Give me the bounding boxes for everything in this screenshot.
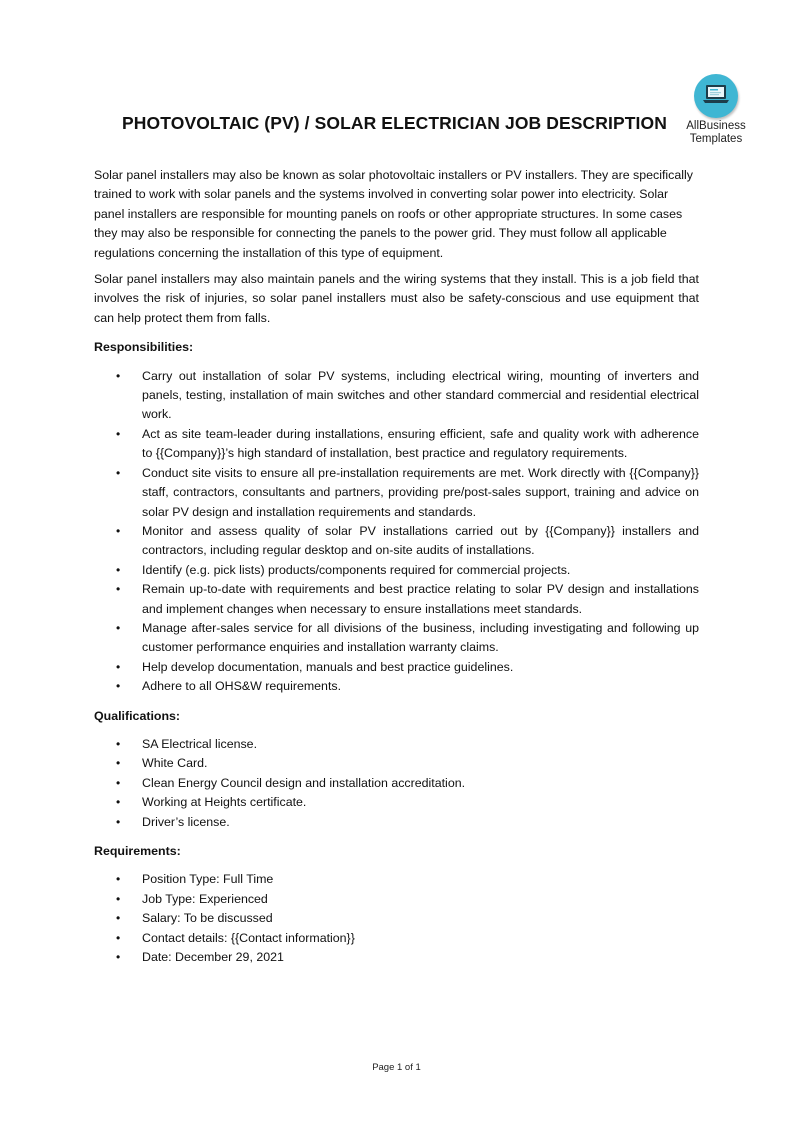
list-item-text: Driver’s license. xyxy=(142,814,230,829)
list-item xyxy=(94,813,699,832)
bullet-icon: • xyxy=(116,368,121,383)
list-item-text: Help develop documentation, manuals and best practice guidelines. xyxy=(142,659,514,674)
list-item xyxy=(94,677,699,696)
intro-paragraph-1: Solar panel installers may also be known as solar photovoltaic installers or PV installers. They are specifically trained to work with solar panels and the systems involved in converting solar power into electricity. Solar panel installers are responsible for mounting panels on roofs or other appropriate structures. In some cases they may also be responsible for connecting the panels to the power grid. They must follow all applicable regulations concerning the installation of this type of equipment. xyxy=(94,168,693,260)
requirements-heading: Requirements: xyxy=(94,844,181,858)
bullet-icon: • xyxy=(116,620,121,635)
bullet-icon: • xyxy=(116,562,121,577)
requirements-list xyxy=(94,870,699,967)
document-title-text: PHOTOVOLTAIC (PV) / SOLAR ELECTRICIAN JOB DESCRIPTION xyxy=(122,113,667,133)
list-item xyxy=(94,929,699,948)
bullet-icon: • xyxy=(116,891,121,906)
bullet-icon: • xyxy=(116,679,121,694)
bullet-icon: • xyxy=(116,756,121,771)
list-item xyxy=(94,658,699,677)
list-item-text: Working at Heights certificate. xyxy=(142,795,307,810)
bullet-icon: • xyxy=(116,465,121,480)
list-item-text: SA Electrical license. xyxy=(142,736,258,751)
list-item-text: Manage after-sales service for all divisions of the business, including investigating and following up customer performance enquiries and installation warranty claims. xyxy=(142,620,699,655)
bullet-icon: • xyxy=(116,659,121,674)
laptop-icon xyxy=(694,74,738,118)
qualifications-heading: Qualifications: xyxy=(94,708,181,723)
page-number-footer: Page 1 of 1 xyxy=(372,1062,421,1073)
list-item-text: Monitor and assess quality of solar PV installations carried out by {{Company}} installers and contractors, including regular desktop and on-site audits of installations. xyxy=(142,523,699,558)
list-item-text: Date: December 29, 2021 xyxy=(142,950,284,965)
list-item-text: Position Type: Full Time xyxy=(142,872,274,887)
list-item xyxy=(94,580,699,619)
list-item-text: Act as site team-leader during installations, ensuring efficient, safe and quality work with adherence to {{Company}}’s high standard of installation, best practice and regulatory requirements. xyxy=(142,426,699,461)
list-item xyxy=(94,619,699,658)
document-body xyxy=(94,166,699,975)
list-item xyxy=(94,425,699,464)
list-item xyxy=(94,561,699,580)
list-item xyxy=(94,948,699,967)
qualifications-list xyxy=(94,735,699,832)
list-item xyxy=(94,735,699,754)
bullet-icon: • xyxy=(116,736,121,751)
logo-text-line2: Templates xyxy=(689,133,743,145)
list-item xyxy=(94,522,699,561)
list-item-text: Clean Energy Council design and installation accreditation. xyxy=(142,775,466,790)
list-item xyxy=(94,870,699,889)
bullet-icon: • xyxy=(116,872,121,887)
responsibilities-list xyxy=(94,367,699,697)
list-item xyxy=(94,754,699,773)
list-item xyxy=(94,367,699,425)
bullet-icon: • xyxy=(116,523,121,538)
list-item-text: Conduct site visits to ensure all pre-installation requirements are met. Work directly with {{Company}} staff, contractors, consultants and partners, providing pre/post-sales support, training and advice on solar PV design and installation requirements and standards. xyxy=(142,465,699,519)
document-title xyxy=(0,113,793,134)
bullet-icon: • xyxy=(116,795,121,810)
list-item xyxy=(94,909,699,928)
list-item xyxy=(94,793,699,812)
logo-text-line1: AllBusiness xyxy=(686,120,746,132)
list-item-text: White Card. xyxy=(142,756,208,771)
list-item-text: Contact details: {{Contact information}} xyxy=(142,930,355,945)
list-item-text: Job Type: Experienced xyxy=(142,891,268,906)
bullet-icon: • xyxy=(116,950,121,965)
bullet-icon: • xyxy=(116,930,121,945)
bullet-icon: • xyxy=(116,582,121,597)
list-item-text: Identify (e.g. pick lists) products/components required for commercial projects. xyxy=(142,562,571,577)
responsibilities-heading: Responsibilities: xyxy=(94,340,194,355)
list-item-text: Remain up-to-date with requirements and best practice relating to solar PV design and installations and implement changes when necessary to ensure installations meet standards. xyxy=(142,582,699,616)
allbusiness-templates-logo xyxy=(680,74,752,146)
list-item xyxy=(94,464,699,522)
bullet-icon: • xyxy=(116,775,121,790)
intro-paragraph-2: Solar panel installers may also maintain panels and the wiring systems that they install. This is a job field that involves the risk of injuries, so solar panel installers must also be safety-conscious and use equipment that can help protect them from falls. xyxy=(94,272,699,325)
list-item-text: Salary: To be discussed xyxy=(142,911,273,926)
list-item-text: Adhere to all OHS&W requirements. xyxy=(142,679,342,694)
bullet-icon: • xyxy=(116,426,121,441)
list-item xyxy=(94,774,699,793)
list-item-text: Carry out installation of solar PV systems, including electrical wiring, mounting of inverters and panels, testing, installation of main switches and other standard commercial and residential electrical work. xyxy=(142,368,699,422)
list-item xyxy=(94,890,699,909)
bullet-icon: • xyxy=(116,911,121,926)
bullet-icon: • xyxy=(116,814,121,829)
